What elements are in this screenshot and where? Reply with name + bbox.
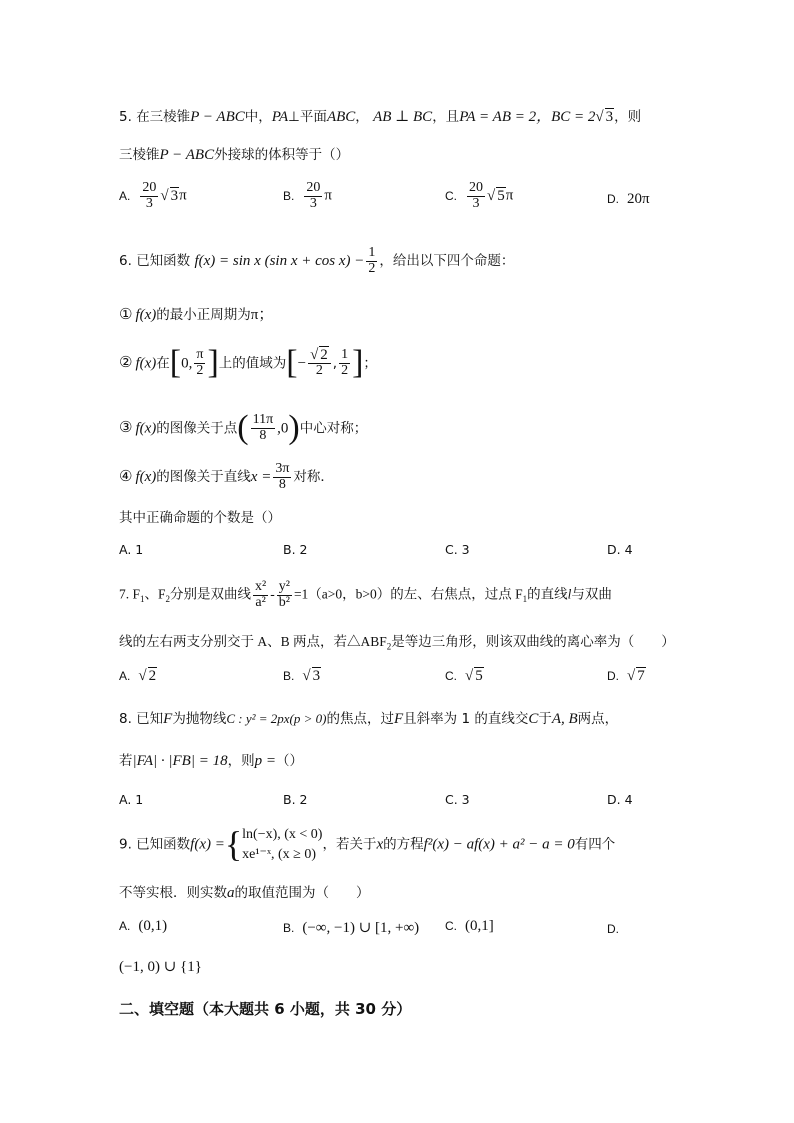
q6-proposition-1: ① f(x)的最小正周期为π； [119, 305, 274, 323]
q7-line2: 线的左右两支分别交于 A、B 两点，若$\triangle ABF_2$是等边三角形，则该双曲线的离心率为（ ） [119, 634, 675, 652]
q9-option-a[interactable]: A. (0,1) [119, 918, 168, 934]
q9-line2: 不等实根．则实数a的取值范围为（ ） [119, 885, 370, 901]
q5-line2: 三棱锥P − ABC外接球的体积等于（） [119, 147, 350, 163]
q9-line1: 9. 已知函数f(x) ={ ln(−x), (x < 0) xe¹⁻ˣ, (x ≥ 0) ，若关于x的方程f²(x) − af(x) + a² − a = 0有四个 [119, 824, 616, 864]
q6-question: 其中正确命题的个数是（） [119, 510, 281, 526]
q5-option-c[interactable]: C. $\frac{20}{3}$ √ 5π [445, 180, 514, 211]
q6-option-d[interactable]: D. 4 [607, 542, 633, 557]
q8-line1: 8. 已知F为抛物线C : y² = 2px(p > 0)的焦点，过F且斜率为 1 的直线交C于A, B两点， [119, 711, 619, 727]
q6-option-c[interactable]: C. 3 [445, 542, 470, 557]
q8-option-b[interactable]: B. 2 [283, 792, 308, 807]
q5-option-b[interactable]: B. $\frac{20}{3}$ π [283, 180, 332, 211]
q7-option-a[interactable]: A. √ 2 [119, 668, 157, 684]
q6-proposition-4: ④ f(x)的图像关于直线x = $\frac{3\pi}{8}$ 对称． [119, 461, 334, 492]
q9-option-c[interactable]: C. (0,1] [445, 918, 494, 934]
q5-option-d[interactable]: D. 20π [607, 191, 650, 207]
q6-stem: 6. 已知函数 f(x) = sin x (sin x + cos x) − $\frac{1}{2}$ ，给出以下四个命题： [119, 245, 515, 276]
q8-line2: 若|FA| · |FB| = 18，则p =（） [119, 753, 303, 769]
q6-option-b[interactable]: B. 2 [283, 542, 308, 557]
q6-proposition-2: ② f(x)在[0, $\frac{\pi}{2}$ ]上的值域为[− $\frac{√ 2}{2}$ , $\frac{1}{2}$ ]； [119, 344, 377, 381]
q5-line1: 5. 在三棱锥P − ABC中，PA⊥平面ABC， AB ⊥ BC，且PA = AB = 2，BC = 2√ 3，则 [119, 109, 642, 125]
q6-option-a[interactable]: A. 1 [119, 542, 144, 557]
q8-option-c[interactable]: C. 3 [445, 792, 470, 807]
q9-option-d[interactable]: D. [607, 922, 619, 936]
q8-option-d[interactable]: D. 4 [607, 792, 633, 807]
q6-proposition-3: ③ f(x)的图像关于点( $\frac{11\pi}{8}$ ,0)中心对称； [119, 409, 368, 446]
q7-option-c[interactable]: C. √ 5 [445, 668, 483, 684]
q7-option-b[interactable]: B. √ 3 [283, 668, 321, 684]
q7-option-d[interactable]: D. √ 7 [607, 668, 645, 684]
q5-option-a[interactable]: A. $\frac{20}{3}$ √ 3π [119, 180, 187, 211]
section-heading-fill-in: 二、填空题（本大题共 6 小题，共 30 分） [119, 1000, 412, 1018]
q9-option-b[interactable]: B. (−∞, −1) ∪ [1, +∞) [283, 920, 420, 936]
q9-option-d-value: (−1, 0) ∪ {1} [119, 959, 202, 975]
q8-option-a[interactable]: A. 1 [119, 792, 144, 807]
q7-line1: 7. $F_1$、$F_2$分别是双曲线 $\frac{\text{x²}}{\text{a²}}$ - $\frac{\text{y²}}{\text{b²}}$ =1（a>0，b>0）的左、右焦点，过点 $F_1$的直线l与双曲 [119, 579, 612, 610]
